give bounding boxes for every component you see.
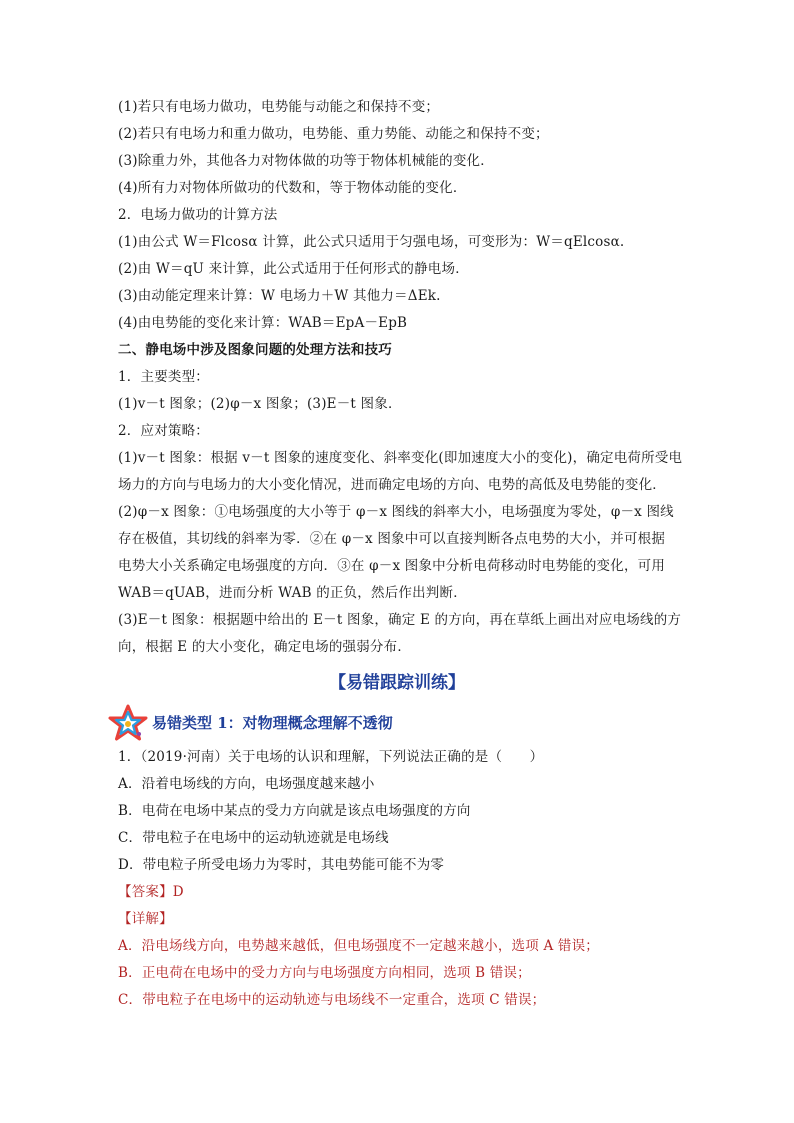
star-icon: [108, 704, 148, 742]
text-line: (1)由公式 W＝Flcosα 计算，此公式只适用于匀强电场，可变形为：W＝qElcosα.: [118, 234, 625, 250]
option-b: B．电荷在电场中某点的受力方向就是该点电场强度的方向: [118, 803, 471, 819]
section-heading: 二、静电场中涉及图象问题的处理方法和技巧: [118, 342, 392, 358]
text-line: (1)若只有电场力做功，电势能与动能之和保持不变；: [118, 99, 440, 115]
text-line: 2．电场力做功的计算方法: [118, 207, 278, 223]
training-title: 【易错跟踪训练】: [329, 673, 465, 693]
text-line: 存在极值，其切线的斜率为零．②在 φ－x 图象中可以直接判断各点电势的大小，并可根据: [118, 531, 666, 547]
text-line: (3)E－t 图象：根据题中给出的 E－t 图象，确定 E 的方向，再在草纸上画出对应电场线的方: [118, 612, 682, 628]
option-a: A．沿着电场线的方向，电场强度越来越小: [118, 776, 375, 792]
text-line: (4)所有力对物体所做功的代数和，等于物体动能的变化．: [118, 180, 467, 196]
text-line: WAB＝qUAB，进而分析 WAB 的正负，然后作出判断．: [118, 585, 467, 601]
option-c: C．带电粒子在电场中的运动轨迹就是电场线: [118, 830, 389, 846]
question-stem: 1．（2019·河南）关于电场的认识和理解，下列说法正确的是（ ）: [118, 749, 544, 765]
text-line: (1)v－t 图象：根据 v－t 图象的速度变化、斜率变化(即加速度大小的变化)，确定电荷所受电: [118, 450, 683, 466]
error-type-label: 易错类型 1：对物理概念理解不透彻: [152, 714, 393, 732]
text-line: (3)由动能定理来计算：W 电场力＋W 其他力＝ΔEk.: [118, 288, 441, 304]
text-line: (3)除重力外，其他各力对物体做的功等于物体机械能的变化．: [118, 153, 494, 169]
detail-line: C．带电粒子在电场中的运动轨迹与电场线不一定重合，选项 C 错误；: [118, 992, 546, 1008]
text-line: (2)若只有电场力和重力做功，电势能、重力势能、动能之和保持不变；: [118, 126, 549, 142]
detail-label: 【详解】: [118, 911, 173, 927]
text-line: 场力的方向与电场力的大小变化情况，进而确定电场的方向、电势的高低及电势能的变化．: [118, 477, 666, 493]
text-line: 向，根据 E 的大小变化，确定电场的强弱分布．: [118, 639, 412, 655]
text-line: (1)v－t 图象；(2)φ－x 图象；(3)E－t 图象．: [118, 396, 402, 412]
answer-line: 【答案】D: [118, 884, 184, 900]
text-line: (2)φ－x 图象：①电场强度的大小等于 φ－x 图线的斜率大小，电场强度为零处，φ－x 图线: [118, 504, 674, 520]
text-line: (2)由 W＝qU 来计算，此公式适用于任何形式的静电场．: [118, 261, 469, 277]
text-line: 电势大小关系确定电场强度的方向．③在 φ－x 图象中分析电荷移动时电势能的变化，可用: [118, 558, 666, 574]
text-line: 2．应对策略：: [118, 423, 209, 439]
option-d: D．带电粒子所受电场力为零时，其电势能可能不为零: [118, 857, 445, 873]
detail-line: A．沿电场线方向，电势越来越低，但电场强度不一定越来越小，选项 A 错误；: [118, 938, 599, 954]
text-line: 1．主要类型：: [118, 369, 209, 385]
detail-line: B．正电荷在电场中的受力方向与电场强度方向相同，选项 B 错误；: [118, 965, 531, 981]
text-line: (4)由电势能的变化来计算：WAB＝EpA－EpB: [118, 315, 408, 331]
